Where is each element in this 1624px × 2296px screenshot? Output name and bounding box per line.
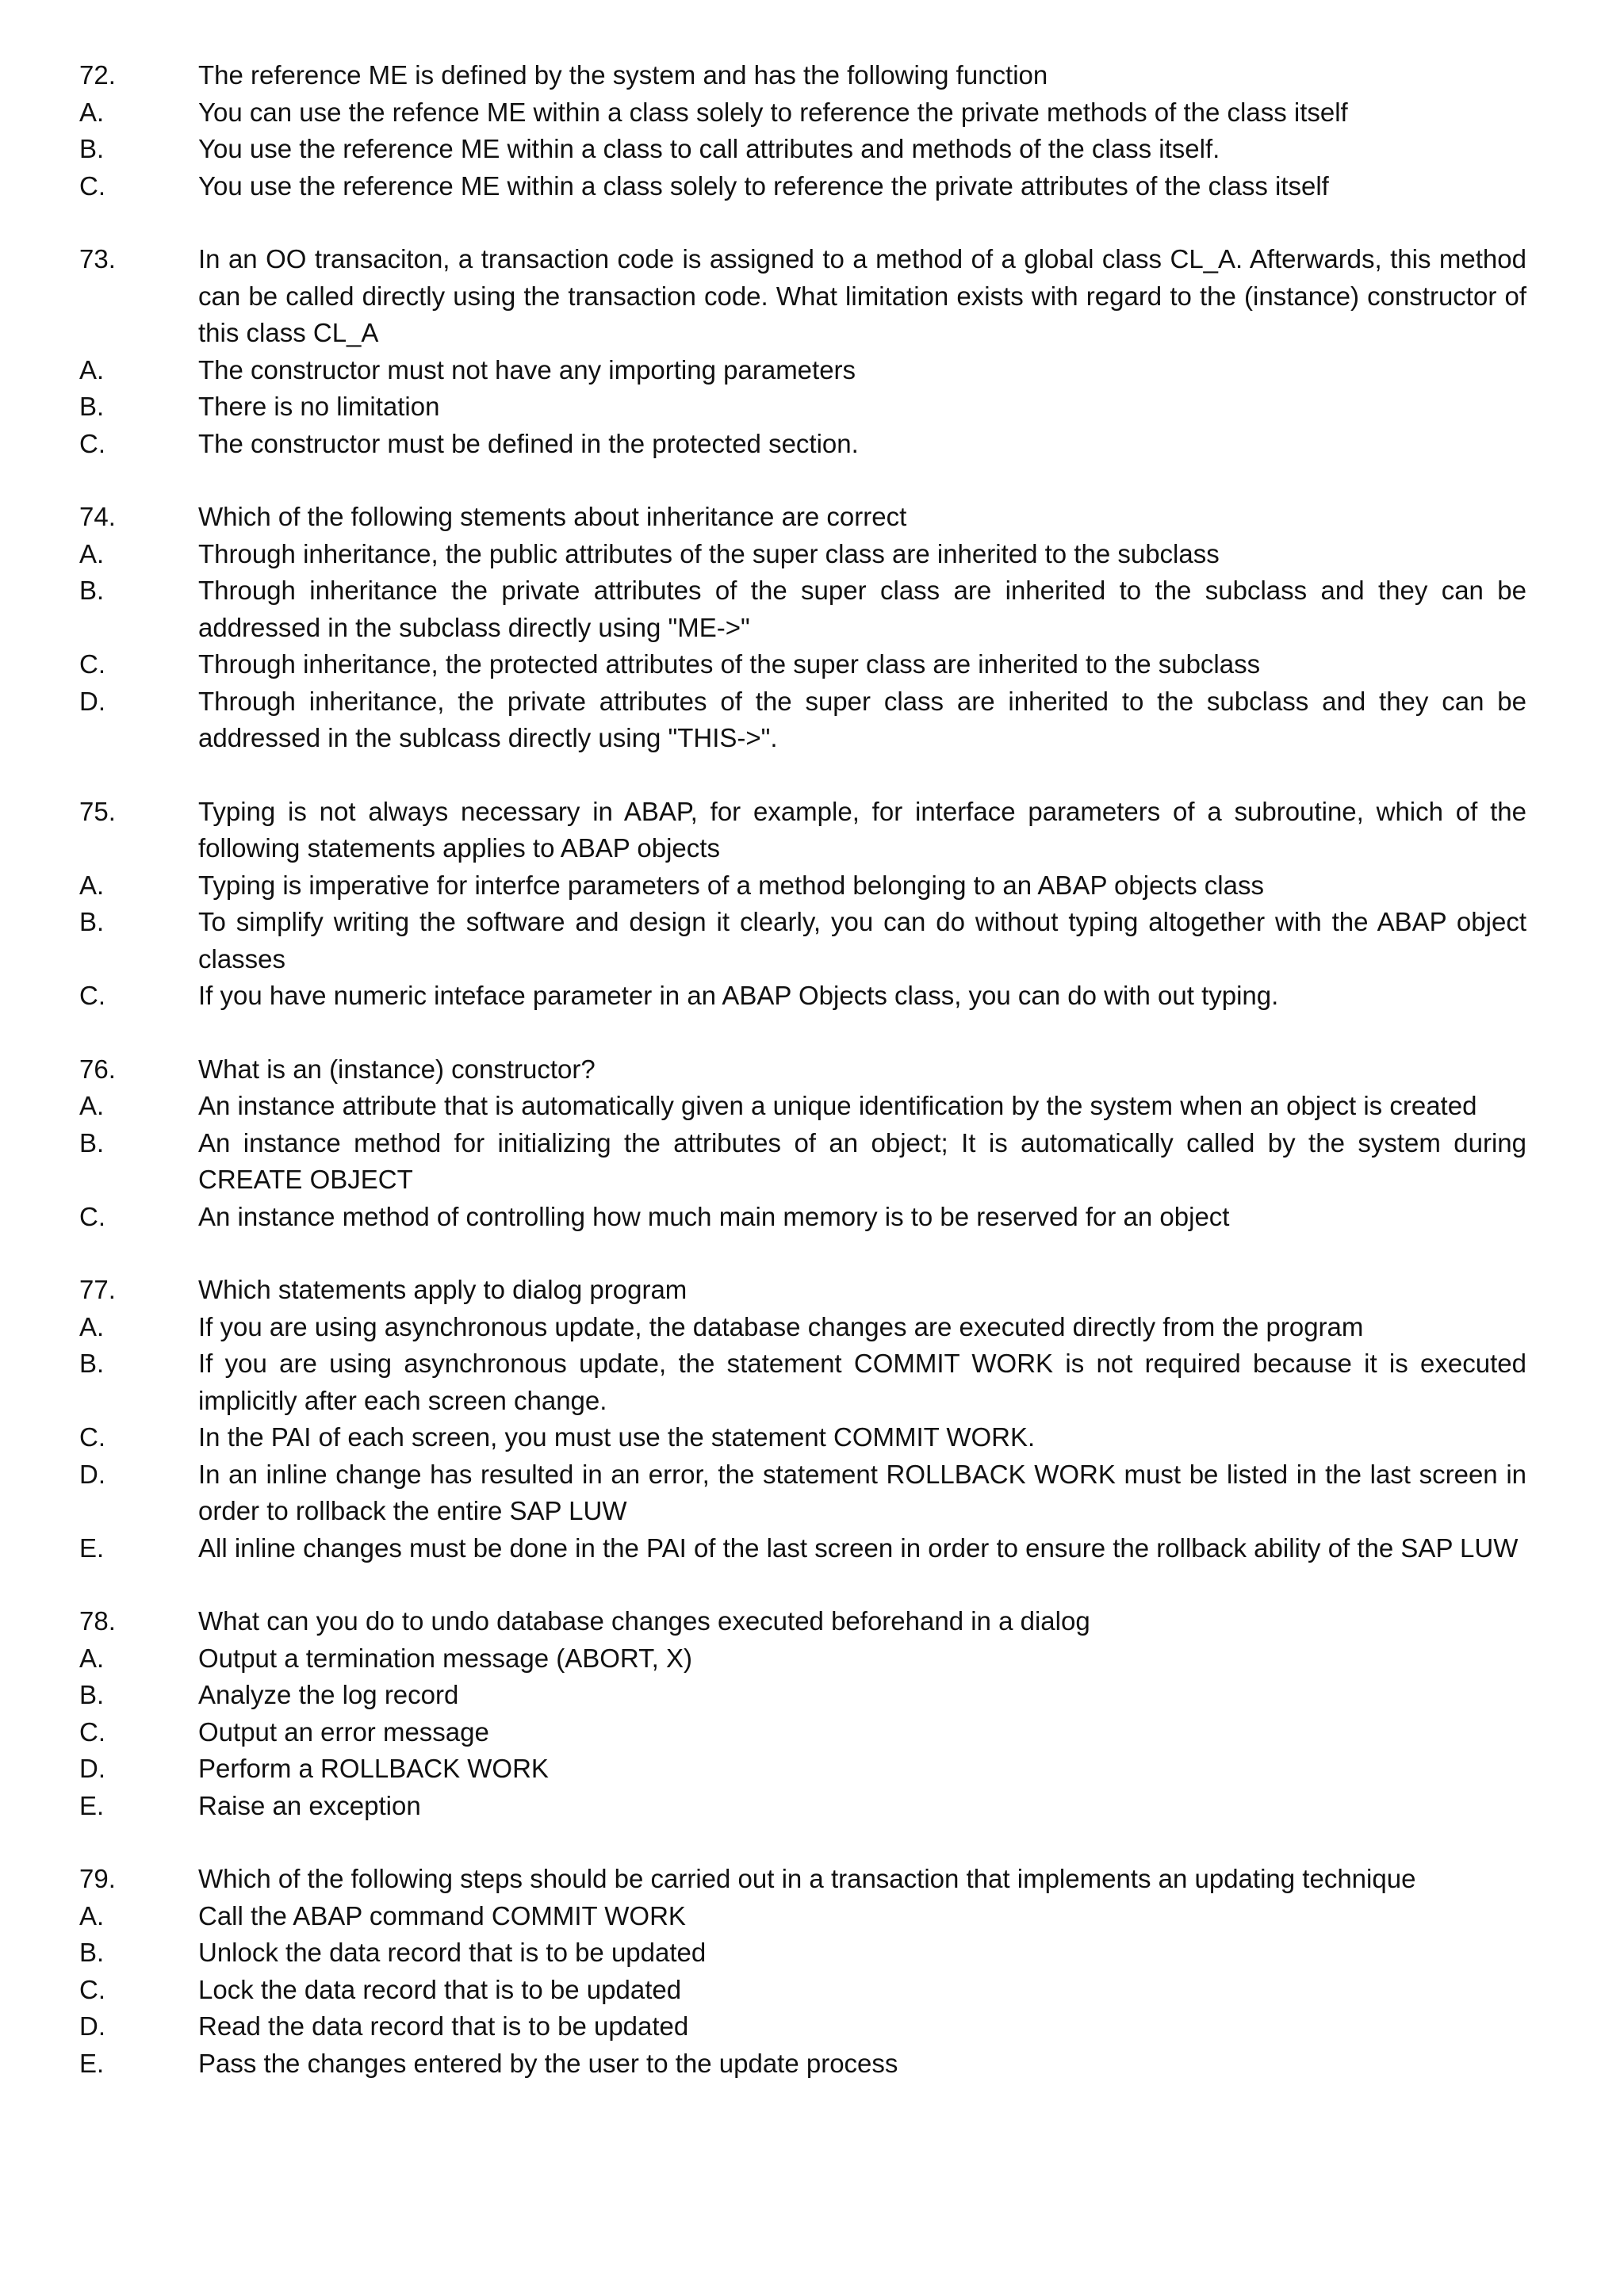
option-label: C. [79, 1422, 105, 1452]
question-block [79, 57, 1526, 205]
question-number: 75. [79, 796, 116, 826]
option-row [79, 1677, 1526, 1714]
option-row [79, 94, 1526, 132]
option-text: An instance attribute that is automatically given a unique identification by the system when an object is created [198, 1091, 1477, 1120]
option-label: C. [79, 428, 105, 458]
option-label: A. [79, 1643, 105, 1673]
question-number: 77. [79, 1275, 116, 1304]
option-text: Unlock the data record that is to be updated [198, 1938, 707, 1967]
option-text: Through inheritance the private attributes of the super class are inherited to the subclass and they can be addressed in the subclass directly using "ME->" [198, 576, 1526, 642]
question-block [79, 794, 1526, 1015]
question-row [79, 1861, 1526, 1898]
question-block [79, 1272, 1526, 1567]
question-block [79, 1603, 1526, 1824]
option-text: Perform a ROLLBACK WORK [198, 1754, 549, 1783]
question-text: In an OO transaciton, a transaction code is assigned to a method of a global class CL_A. Afterwards, this method can be called directly using the transaction code. What limitation exists with regard to the (instance) constructor of this class CL_A [198, 244, 1526, 347]
question-number: 72. [79, 60, 116, 90]
option-text: An instance method of controlling how much main memory is to be reserved for an object [198, 1201, 1230, 1231]
option-row [79, 2045, 1526, 2083]
option-row [79, 1972, 1526, 2009]
option-row [79, 1640, 1526, 1678]
option-label: B. [79, 576, 105, 605]
option-text: Output a termination message (ABORT, X) [198, 1643, 692, 1673]
option-text: Read the data record that is to be updated [198, 2011, 689, 2041]
option-row [79, 536, 1526, 573]
option-label: D. [79, 686, 105, 716]
option-text: There is no limitation [198, 392, 440, 421]
option-label: C. [79, 1716, 105, 1747]
option-label: B. [79, 392, 105, 421]
option-text: The constructor must be defined in the protected section. [198, 428, 859, 458]
option-label: C. [79, 170, 105, 201]
option-row [79, 1934, 1526, 1972]
option-row [79, 131, 1526, 168]
option-label: A. [79, 354, 105, 385]
option-row [79, 978, 1526, 1015]
option-label: A. [79, 538, 105, 568]
option-label: C. [79, 1974, 105, 2004]
option-label: C. [79, 981, 105, 1010]
question-block [79, 241, 1526, 462]
option-text: Output an error message [198, 1716, 489, 1747]
option-text: The constructor must not have any importing parameters [198, 354, 856, 385]
question-row [79, 1272, 1526, 1309]
option-row [79, 1125, 1526, 1199]
question-number: 73. [79, 244, 116, 274]
option-label: B. [79, 1349, 105, 1378]
question-text: Which of the following stements about inheritance are correct [198, 502, 907, 531]
option-label: E. [79, 1533, 105, 1563]
option-text: To simplify writing the software and design it clearly, you can do without typing altogether with the ABAP object classes [198, 907, 1526, 974]
option-label: B. [79, 907, 105, 936]
option-text: You can use the refence ME within a class solely to reference the private methods of the class itself [198, 97, 1348, 127]
option-row [79, 1898, 1526, 1935]
option-text: Pass the changes entered by the user to the update process [198, 2048, 898, 2078]
option-row [79, 1345, 1526, 1419]
option-row [79, 168, 1526, 205]
option-row [79, 426, 1526, 463]
question-text: What is an (instance) constructor? [198, 1054, 596, 1084]
option-text: If you are using asynchronous update, the database changes are executed directly from the program [198, 1311, 1364, 1341]
option-text: Through inheritance, the private attributes of the super class are inherited to the subclass and they can be addressed in the sublcass directly using "THIS->". [198, 686, 1526, 752]
option-row [79, 352, 1526, 389]
option-row [79, 646, 1526, 683]
option-label: A. [79, 870, 105, 900]
option-text: Call the ABAP command COMMIT WORK [198, 1900, 686, 1931]
option-text: All inline changes must be done in the PAI of the last screen in order to ensure the rollback ability of the SAP LUW [198, 1533, 1519, 1563]
question-list [79, 57, 1526, 2118]
question-row [79, 499, 1526, 536]
option-row [79, 388, 1526, 426]
option-text: An instance method for initializing the attributes of an object; It is automatically called by the system during CREATE OBJECT [198, 1127, 1526, 1194]
option-row [79, 1309, 1526, 1346]
option-label: A. [79, 1900, 105, 1931]
option-row [79, 1788, 1526, 1825]
option-row [79, 683, 1526, 757]
option-text: Analyze the log record [198, 1680, 459, 1709]
question-text: The reference ME is defined by the system and has the following function [198, 60, 1048, 90]
option-row [79, 2008, 1526, 2045]
question-text: What can you do to undo database changes executed beforehand in a dialog [198, 1606, 1090, 1636]
option-label: A. [79, 1091, 105, 1120]
question-text: Which statements apply to dialog program [198, 1275, 688, 1304]
question-row [79, 241, 1526, 352]
option-text: Typing is imperative for interfce parameters of a method belonging to an ABAP objects class [198, 870, 1264, 900]
option-label: C. [79, 1201, 105, 1231]
option-label: B. [79, 1938, 105, 1967]
option-label: D. [79, 1459, 105, 1489]
question-block [79, 1051, 1526, 1236]
option-text: Lock the data record that is to be updated [198, 1974, 682, 2004]
option-text: Through inheritance, the public attributes of the super class are inherited to the subclass [198, 538, 1220, 568]
option-row [79, 1199, 1526, 1236]
question-number: 76. [79, 1054, 116, 1084]
question-row [79, 794, 1526, 867]
option-label: B. [79, 1127, 105, 1158]
option-row [79, 1419, 1526, 1456]
option-label: D. [79, 2011, 105, 2041]
option-label: C. [79, 649, 105, 679]
question-row [79, 1603, 1526, 1640]
option-text: If you are using asynchronous update, the statement COMMIT WORK is not required because it is executed implicitly after each screen change. [198, 1349, 1526, 1415]
option-text: If you have numeric inteface parameter in an ABAP Objects class, you can do with out typing. [198, 981, 1279, 1010]
option-label: E. [79, 1790, 105, 1820]
question-number: 74. [79, 502, 116, 531]
option-label: A. [79, 97, 105, 127]
option-row [79, 904, 1526, 978]
question-number: 78. [79, 1606, 116, 1636]
question-row [79, 57, 1526, 94]
question-text: Typing is not always necessary in ABAP, for example, for interface parameters of a subroutine, which of the following statements applies to ABAP objects [198, 796, 1526, 863]
option-text: You use the reference ME within a class to call attributes and methods of the class itself. [198, 134, 1220, 163]
option-row [79, 1751, 1526, 1788]
option-text: In an inline change has resulted in an error, the statement ROLLBACK WORK must be listed in the last screen in order to rollback the entire SAP LUW [198, 1459, 1526, 1525]
option-text: Raise an exception [198, 1790, 421, 1820]
option-text: In the PAI of each screen, you must use the statement COMMIT WORK. [198, 1422, 1036, 1452]
question-row [79, 1051, 1526, 1089]
option-row [79, 1088, 1526, 1125]
question-block [79, 1861, 1526, 2082]
question-number: 79. [79, 1864, 116, 1893]
option-label: B. [79, 1680, 105, 1709]
question-text: Which of the following steps should be carried out in a transaction that implements an updating technique [198, 1864, 1416, 1893]
option-row [79, 1714, 1526, 1751]
option-row [79, 1456, 1526, 1530]
option-label: E. [79, 2048, 105, 2078]
option-row [79, 1530, 1526, 1567]
option-row [79, 572, 1526, 646]
question-block [79, 499, 1526, 757]
option-label: A. [79, 1311, 105, 1341]
option-text: You use the reference ME within a class solely to reference the private attributes of the class itself [198, 170, 1329, 201]
option-row [79, 867, 1526, 905]
option-text: Through inheritance, the protected attributes of the super class are inherited to the subclass [198, 649, 1261, 679]
option-label: D. [79, 1754, 105, 1783]
option-label: B. [79, 134, 105, 163]
